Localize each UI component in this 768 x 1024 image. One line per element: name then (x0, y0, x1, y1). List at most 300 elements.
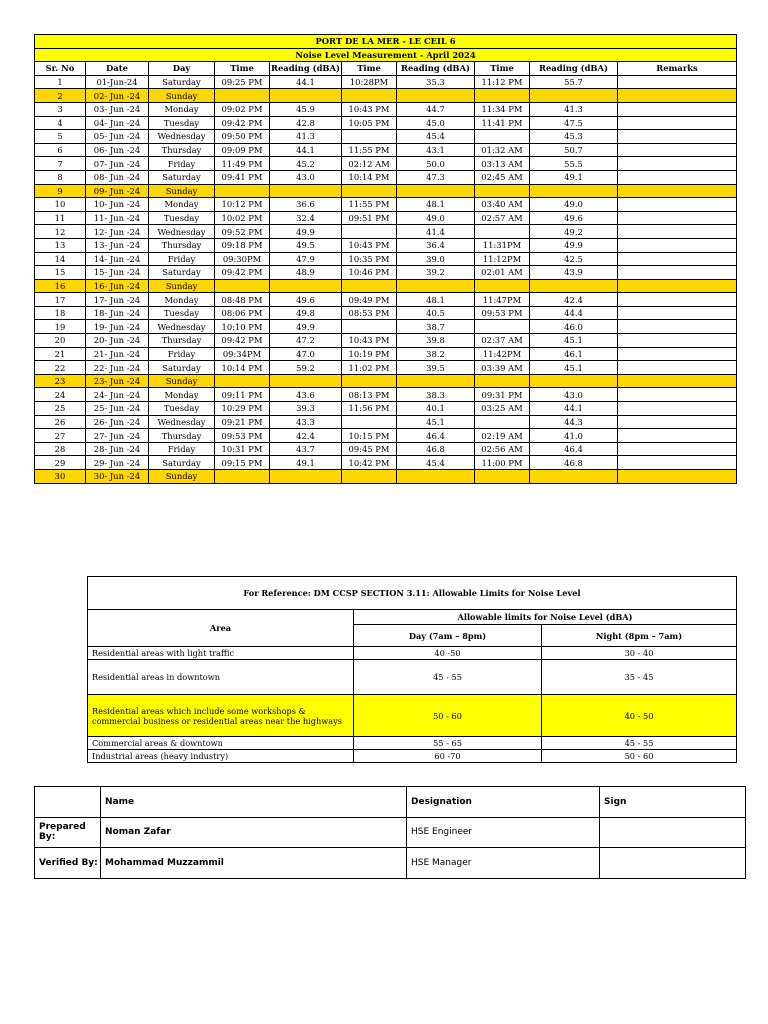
table-cell: 13 (35, 238, 86, 252)
table-cell: Thursday (149, 429, 215, 443)
signoff-header-row (35, 787, 746, 818)
table-cell: 22 (35, 361, 86, 375)
reference-limits-table (87, 576, 737, 763)
table-cell: 11:00 PM (475, 456, 530, 470)
table-cell: 38.2 (397, 347, 475, 361)
table-row (35, 347, 737, 361)
table-cell: 47.9 (270, 252, 342, 266)
table-cell: Friday (149, 252, 215, 266)
table-cell: 16- Jun -24 (86, 279, 149, 293)
table-cell: Saturday (149, 75, 215, 89)
table-cell: 09:53 PM (475, 306, 530, 320)
table-cell: 46.0 (530, 320, 618, 334)
table-cell: 20- Jun -24 (86, 334, 149, 348)
prepared-by-designation: HSE Engineer (407, 817, 600, 848)
table-cell: 38.7 (397, 320, 475, 334)
table-cell: 18 (35, 306, 86, 320)
table-cell: 47.3 (397, 170, 475, 184)
table-cell: 43.3 (270, 415, 342, 429)
table-cell: 03:13 AM (475, 157, 530, 171)
table-cell (397, 470, 475, 484)
table-cell: 39.8 (397, 334, 475, 348)
table-cell (530, 470, 618, 484)
table-row (35, 130, 737, 144)
table-cell: 12- Jun -24 (86, 225, 149, 239)
table-cell: 8 (35, 170, 86, 184)
table-row (35, 442, 737, 456)
table-cell: 11 (35, 211, 86, 225)
table-cell (530, 184, 618, 198)
table-cell (618, 266, 737, 280)
table-cell: 09:42 PM (215, 334, 270, 348)
table-cell: 39.3 (270, 402, 342, 416)
table-cell: 02:19 AM (475, 429, 530, 443)
reference-row (88, 660, 737, 695)
verified-by-label: Verified By: (35, 848, 101, 879)
table-cell: 39.2 (397, 266, 475, 280)
table-cell: 16 (35, 279, 86, 293)
table-cell (618, 252, 737, 266)
reference-header-row (88, 610, 737, 625)
table-cell: 36.6 (270, 198, 342, 212)
table-cell (618, 347, 737, 361)
table-cell: 09:11 PM (215, 388, 270, 402)
table-cell: 10 (35, 198, 86, 212)
table-cell: 49.9 (270, 320, 342, 334)
table-row (35, 402, 737, 416)
table-cell: 42.5 (530, 252, 618, 266)
table-cell (342, 130, 397, 144)
table-row (35, 334, 737, 348)
table-cell: Friday (149, 347, 215, 361)
table-cell: 10:46 PM (342, 266, 397, 280)
table-cell: 15- Jun -24 (86, 266, 149, 280)
table-cell: 41.4 (397, 225, 475, 239)
table-cell: Wednesday (149, 130, 215, 144)
table-cell (342, 279, 397, 293)
table-cell: 27- Jun -24 (86, 429, 149, 443)
table-cell (342, 374, 397, 388)
reference-night-cell: 35 - 45 (542, 660, 737, 695)
table-cell: 47.5 (530, 116, 618, 130)
table-cell: 29 (35, 456, 86, 470)
table-cell: 30 (35, 470, 86, 484)
table-cell: 46.8 (530, 456, 618, 470)
table-cell (342, 89, 397, 103)
table-cell: 10:43 PM (342, 238, 397, 252)
table-cell: 09:52 PM (215, 225, 270, 239)
table-cell: Saturday (149, 456, 215, 470)
table-cell: 45.1 (530, 361, 618, 375)
table-cell: 08:06 PM (215, 306, 270, 320)
table-cell: 32.4 (270, 211, 342, 225)
table-cell: Tuesday (149, 211, 215, 225)
table-cell: 22- Jun -24 (86, 361, 149, 375)
table-cell (397, 279, 475, 293)
table-cell: 45.4 (397, 130, 475, 144)
table-cell (215, 470, 270, 484)
table-cell (270, 470, 342, 484)
table-cell: 11:47PM (475, 293, 530, 307)
table-cell: 44.7 (397, 102, 475, 116)
table-cell: 30- Jun -24 (86, 470, 149, 484)
table-cell: 39.5 (397, 361, 475, 375)
table-row (35, 198, 737, 212)
table-cell: 43.6 (270, 388, 342, 402)
reference-day-cell: 60 -70 (354, 750, 542, 763)
table-cell (530, 374, 618, 388)
table-cell: 41.0 (530, 429, 618, 443)
table-cell: 49.2 (530, 225, 618, 239)
table-cell: 42.4 (530, 293, 618, 307)
table-cell (618, 293, 737, 307)
column-header: Day (149, 62, 215, 76)
table-cell (475, 279, 530, 293)
table-cell: 43.0 (270, 170, 342, 184)
table-cell: 09- Jun -24 (86, 184, 149, 198)
table-row (35, 470, 737, 484)
table-cell: 26 (35, 415, 86, 429)
table-cell: 09:51 PM (342, 211, 397, 225)
table-title-row (35, 35, 737, 49)
table-cell: 44.1 (530, 402, 618, 416)
table-cell: 14- Jun -24 (86, 252, 149, 266)
table-row (35, 89, 737, 103)
table-row (35, 429, 737, 443)
limits-header: Allowable limits for Noise Level (dBA) (354, 610, 737, 625)
table-cell (397, 184, 475, 198)
table-row (35, 266, 737, 280)
table-cell: 10:12 PM (215, 198, 270, 212)
table-cell (618, 102, 737, 116)
table-cell (342, 184, 397, 198)
table-cell (270, 89, 342, 103)
table-cell: Sunday (149, 184, 215, 198)
table-cell: 02:45 AM (475, 170, 530, 184)
table-cell: 46.8 (397, 442, 475, 456)
table-row (35, 211, 737, 225)
table-cell: Thursday (149, 143, 215, 157)
table-cell: 20 (35, 334, 86, 348)
reference-area-cell: Industrial areas (heavy industry) (88, 750, 354, 763)
reference-day-cell: 45 - 55 (354, 660, 542, 695)
table-cell (215, 184, 270, 198)
table-cell: Monday (149, 388, 215, 402)
table-cell: 02- Jun -24 (86, 89, 149, 103)
reference-night-cell: 30 - 40 (542, 647, 737, 660)
table-cell: 59.2 (270, 361, 342, 375)
table-cell: 10:31 PM (215, 442, 270, 456)
table-cell (618, 456, 737, 470)
table-cell: 09:21 PM (215, 415, 270, 429)
verified-by-name: Mohammad Muzzammil (101, 848, 407, 879)
table-cell: 48.1 (397, 198, 475, 212)
table-cell (618, 211, 737, 225)
table-cell: 48.1 (397, 293, 475, 307)
table-cell (270, 184, 342, 198)
table-cell: 03:25 AM (475, 402, 530, 416)
table-cell: 40.5 (397, 306, 475, 320)
table-cell: 46.4 (530, 442, 618, 456)
table-cell (618, 238, 737, 252)
table-cell: 09:34PM (215, 347, 270, 361)
table-row (35, 361, 737, 375)
table-subtitle: Noise Level Measurement - April 2024 (35, 48, 737, 62)
table-cell: Monday (149, 102, 215, 116)
table-cell: Thursday (149, 334, 215, 348)
table-row (35, 157, 737, 171)
table-cell: 02:37 AM (475, 334, 530, 348)
table-cell (475, 374, 530, 388)
reference-area-cell: Residential areas with light traffic (88, 647, 354, 660)
table-cell: 47.2 (270, 334, 342, 348)
table-cell: 49.5 (270, 238, 342, 252)
table-cell (618, 361, 737, 375)
column-header: Remarks (618, 62, 737, 76)
table-cell: 42.8 (270, 116, 342, 130)
column-header: Reading (dBA) (397, 62, 475, 76)
table-cell: 28 (35, 442, 86, 456)
table-cell: 19 (35, 320, 86, 334)
table-row (35, 320, 737, 334)
table-cell: Sunday (149, 374, 215, 388)
table-row (35, 279, 737, 293)
table-cell (618, 320, 737, 334)
table-cell: 19- Jun -24 (86, 320, 149, 334)
table-cell: 11:49 PM (215, 157, 270, 171)
table-cell: 11:12 PM (475, 75, 530, 89)
reference-day-cell: 55 - 65 (354, 737, 542, 750)
table-cell: 55.7 (530, 75, 618, 89)
table-cell: 44.1 (270, 143, 342, 157)
table-row (35, 184, 737, 198)
table-cell (618, 198, 737, 212)
table-cell: 11- Jun -24 (86, 211, 149, 225)
table-cell: Monday (149, 198, 215, 212)
table-cell: 02:01 AM (475, 266, 530, 280)
table-cell: 5 (35, 130, 86, 144)
table-cell (618, 75, 737, 89)
table-cell: 45.1 (530, 334, 618, 348)
prepared-by-name: Noman Zafar (101, 817, 407, 848)
table-cell: 01-Jun-24 (86, 75, 149, 89)
reference-day-cell: 50 - 60 (354, 695, 542, 737)
table-cell: 02:57 AM (475, 211, 530, 225)
table-cell: 46.4 (397, 429, 475, 443)
table-cell: 45.2 (270, 157, 342, 171)
name-header: Name (101, 787, 407, 818)
table-cell: 09:09 PM (215, 143, 270, 157)
table-cell: 09:15 PM (215, 456, 270, 470)
table-cell (270, 279, 342, 293)
table-cell (618, 130, 737, 144)
reference-title: For Reference: DM CCSP SECTION 3.11: Allowable Limits for Noise Level (88, 577, 737, 610)
table-cell (342, 320, 397, 334)
table-cell: 49.8 (270, 306, 342, 320)
table-cell: Saturday (149, 170, 215, 184)
designation-header: Designation (407, 787, 600, 818)
table-cell (618, 442, 737, 456)
table-cell: 24 (35, 388, 86, 402)
table-cell: 25- Jun -24 (86, 402, 149, 416)
table-cell: 10:29 PM (215, 402, 270, 416)
table-cell (475, 89, 530, 103)
table-cell: 03- Jun -24 (86, 102, 149, 116)
reference-row (88, 647, 737, 660)
table-cell: 2 (35, 89, 86, 103)
table-cell: 18- Jun -24 (86, 306, 149, 320)
table-cell: 49.1 (530, 170, 618, 184)
reference-area-cell: Residential areas in downtown (88, 660, 354, 695)
table-cell: 09:30PM (215, 252, 270, 266)
table-cell: 10:02 PM (215, 211, 270, 225)
signoff-corner-cell (35, 787, 101, 818)
table-cell: 14 (35, 252, 86, 266)
table-cell: 01:32 AM (475, 143, 530, 157)
table-cell: 09:25 PM (215, 75, 270, 89)
table-cell: 10:42 PM (342, 456, 397, 470)
table-cell (618, 143, 737, 157)
table-cell (475, 415, 530, 429)
table-row (35, 293, 737, 307)
table-cell (618, 334, 737, 348)
table-title: PORT DE LA MER - LE CEIL 6 (35, 35, 737, 49)
reference-title-row (88, 577, 737, 610)
table-cell: 17- Jun -24 (86, 293, 149, 307)
table-cell: Wednesday (149, 320, 215, 334)
table-cell (397, 374, 475, 388)
table-cell (618, 306, 737, 320)
column-header: Time (342, 62, 397, 76)
table-cell: 43.9 (530, 266, 618, 280)
verified-by-row (35, 848, 746, 879)
table-cell: 21 (35, 347, 86, 361)
table-cell: 35.3 (397, 75, 475, 89)
table-cell: 43.7 (270, 442, 342, 456)
table-cell (342, 225, 397, 239)
table-cell: 08- Jun -24 (86, 170, 149, 184)
noise-table-body (35, 75, 737, 483)
table-cell: 03:39 AM (475, 361, 530, 375)
table-cell: 09:49 PM (342, 293, 397, 307)
table-row (35, 374, 737, 388)
table-cell: 50.7 (530, 143, 618, 157)
table-cell: 45.4 (397, 456, 475, 470)
table-cell: 44.1 (270, 75, 342, 89)
table-cell: 9 (35, 184, 86, 198)
table-cell: 10:43 PM (342, 102, 397, 116)
table-cell: 11:41 PM (475, 116, 530, 130)
table-cell: 02:12 AM (342, 157, 397, 171)
table-cell: 26- Jun -24 (86, 415, 149, 429)
table-cell (270, 374, 342, 388)
table-cell (475, 470, 530, 484)
table-cell: 40.1 (397, 402, 475, 416)
table-cell: Tuesday (149, 306, 215, 320)
column-header: Sr. No (35, 62, 86, 76)
table-cell: 09:53 PM (215, 429, 270, 443)
table-cell: 23 (35, 374, 86, 388)
table-cell: Tuesday (149, 402, 215, 416)
table-cell: Friday (149, 442, 215, 456)
table-cell (475, 320, 530, 334)
table-cell: 09:31 PM (475, 388, 530, 402)
table-cell: 08:48 PM (215, 293, 270, 307)
table-cell: 10:15 PM (342, 429, 397, 443)
table-cell (215, 89, 270, 103)
table-cell: 49.0 (397, 211, 475, 225)
prepared-by-row (35, 817, 746, 848)
verified-by-designation: HSE Manager (407, 848, 600, 879)
column-header: Reading (dBA) (271, 63, 340, 74)
table-row (35, 415, 737, 429)
table-cell: 07- Jun -24 (86, 157, 149, 171)
table-cell: Friday (149, 157, 215, 171)
table-cell: 49.1 (270, 456, 342, 470)
reference-row (88, 695, 737, 737)
noise-measurement-table (34, 34, 737, 484)
table-cell: 09:50 PM (215, 130, 270, 144)
table-row (35, 252, 737, 266)
table-row (35, 116, 737, 130)
table-cell: 09:18 PM (215, 238, 270, 252)
table-cell: 48.9 (270, 266, 342, 280)
table-cell (618, 415, 737, 429)
table-cell: Saturday (149, 266, 215, 280)
table-cell (475, 130, 530, 144)
table-cell: 38.3 (397, 388, 475, 402)
table-cell (530, 279, 618, 293)
table-cell: 49.9 (270, 225, 342, 239)
table-cell (618, 429, 737, 443)
reference-night-cell: 45 - 55 (542, 737, 737, 750)
table-cell: 09:45 PM (342, 442, 397, 456)
table-cell: 10:35 PM (342, 252, 397, 266)
table-cell: 42.4 (270, 429, 342, 443)
table-cell (397, 89, 475, 103)
reference-row (88, 737, 737, 750)
table-cell: Thursday (149, 238, 215, 252)
table-cell: 49.6 (270, 293, 342, 307)
table-cell (618, 89, 737, 103)
table-cell (215, 374, 270, 388)
table-cell: 09:41 PM (215, 170, 270, 184)
table-cell: 11:55 PM (342, 198, 397, 212)
table-cell: 7 (35, 157, 86, 171)
table-cell: 29- Jun -24 (86, 456, 149, 470)
table-cell: 10:19 PM (342, 347, 397, 361)
table-cell: Wednesday (149, 225, 215, 239)
table-subtitle-row (35, 48, 737, 62)
table-cell: 10:43 PM (342, 334, 397, 348)
table-cell: 45.1 (397, 415, 475, 429)
reference-row (88, 750, 737, 763)
table-cell: 55.5 (530, 157, 618, 171)
table-cell: Monday (149, 293, 215, 307)
table-cell: 41.3 (530, 102, 618, 116)
table-cell: 49.0 (530, 198, 618, 212)
table-cell (342, 470, 397, 484)
column-header: Time (475, 62, 530, 76)
table-cell: 05- Jun -24 (86, 130, 149, 144)
table-cell: 3 (35, 102, 86, 116)
table-cell: 44.4 (530, 306, 618, 320)
table-cell: 23- Jun -24 (86, 374, 149, 388)
reference-area-cell: Commercial areas & downtown (88, 737, 354, 750)
reference-night-cell: 40 - 50 (542, 695, 737, 737)
table-cell: 09:02 PM (215, 102, 270, 116)
table-cell: 13- Jun -24 (86, 238, 149, 252)
